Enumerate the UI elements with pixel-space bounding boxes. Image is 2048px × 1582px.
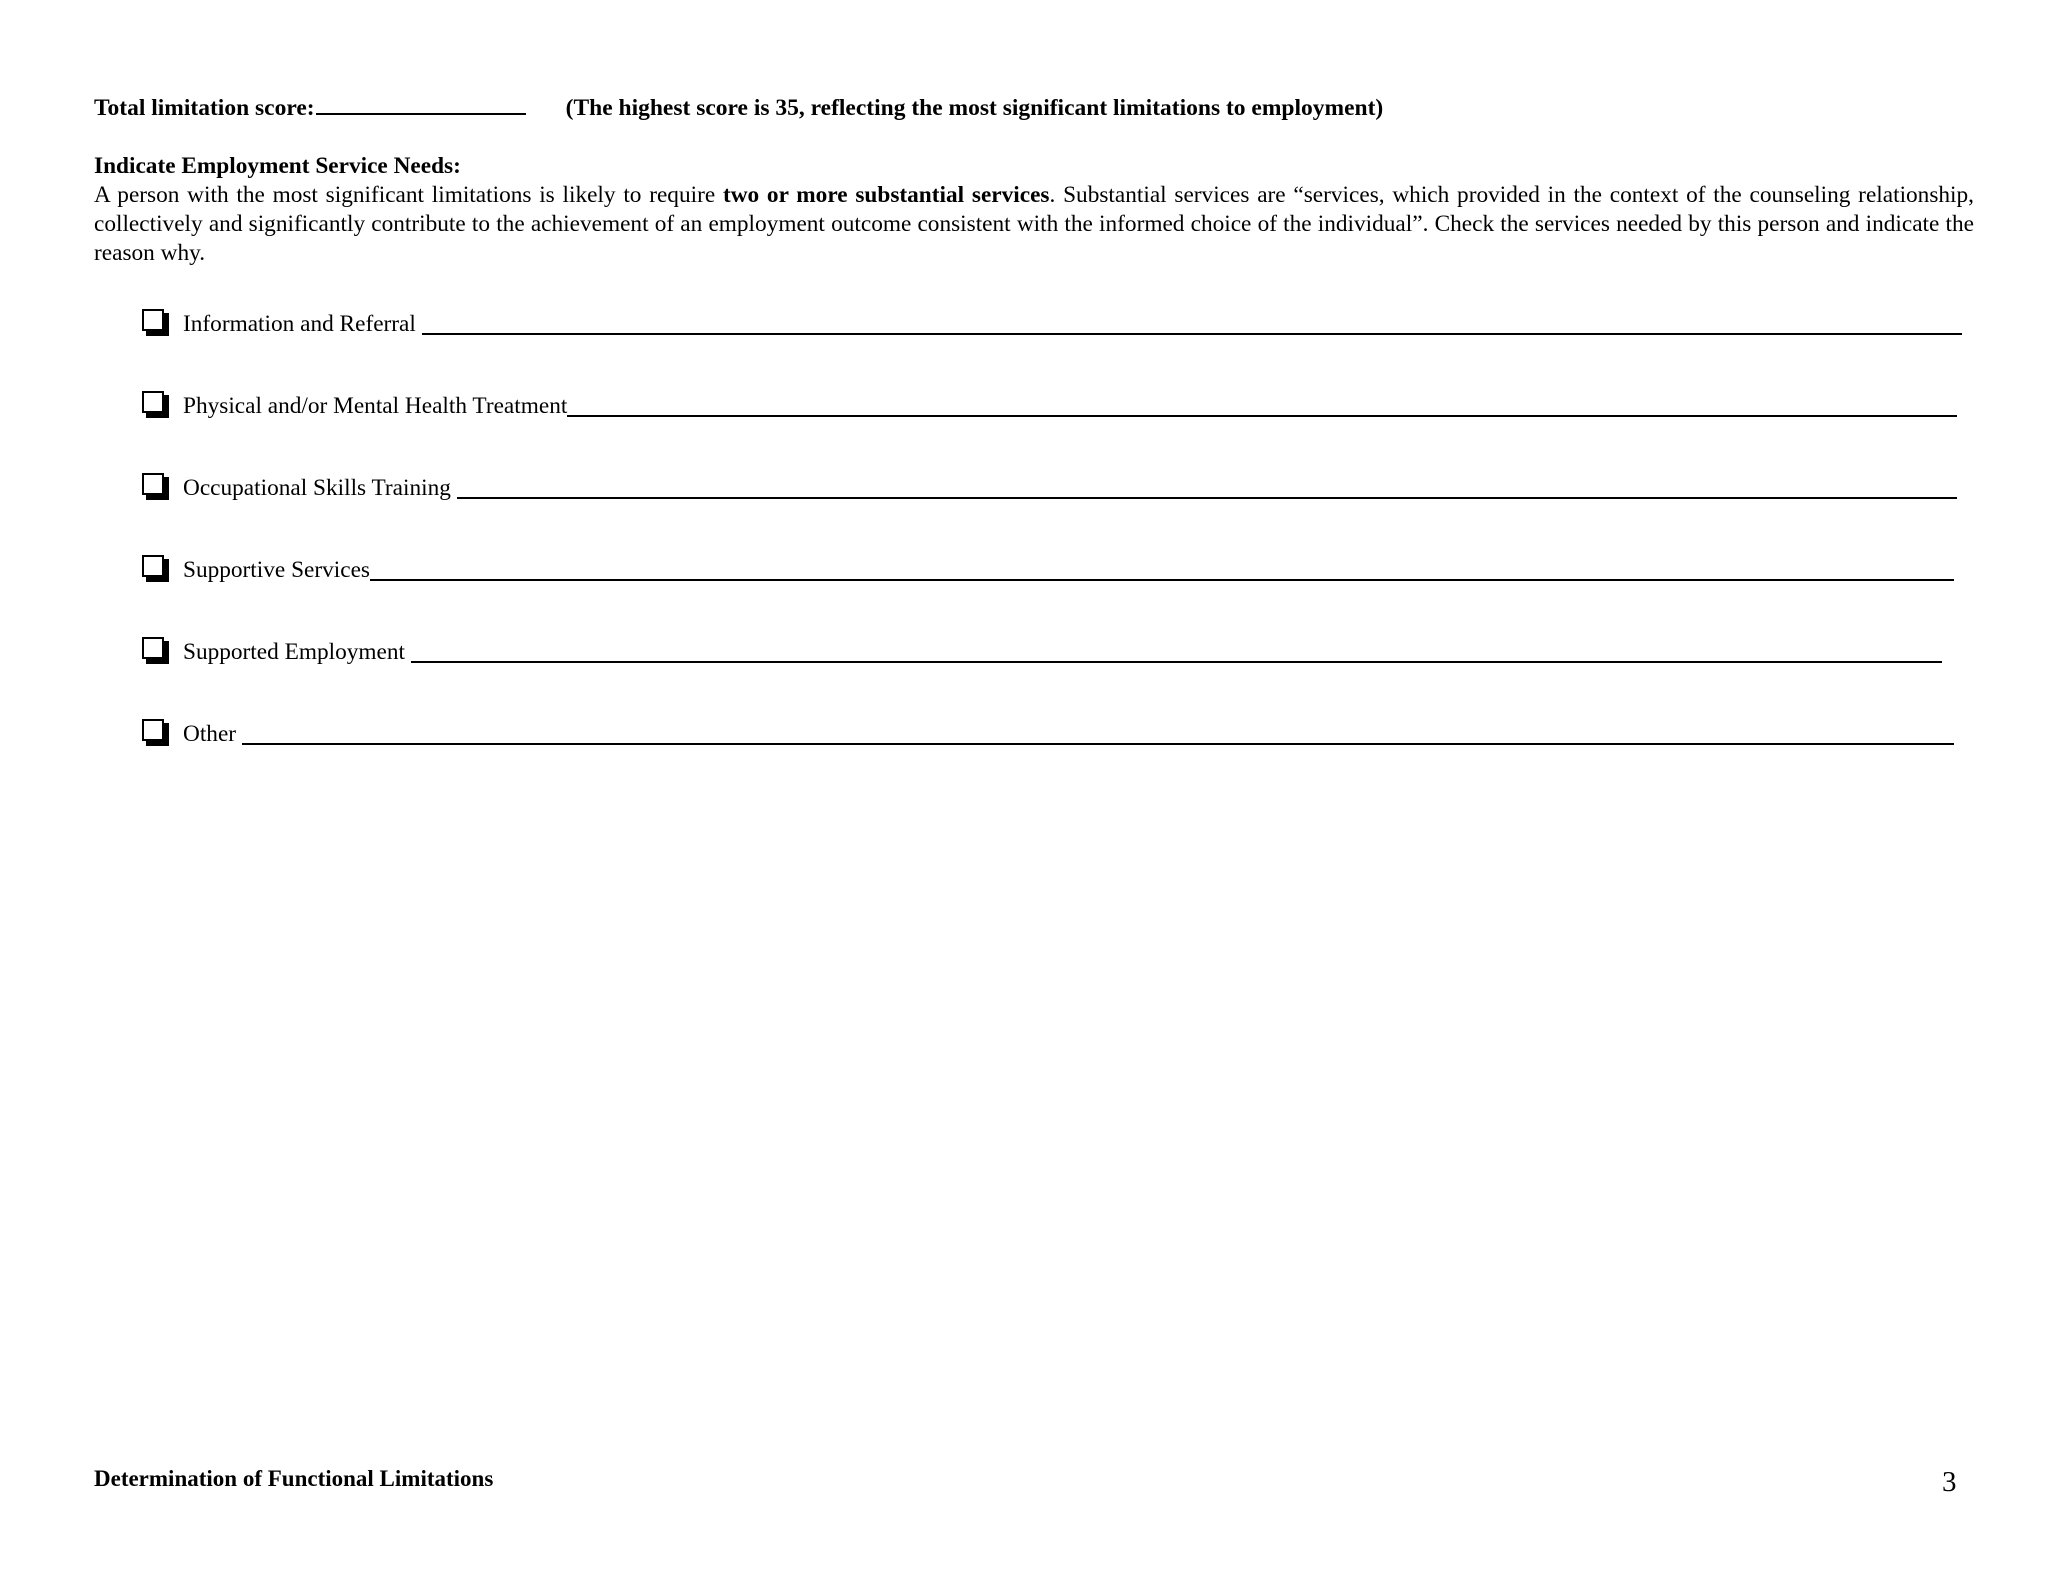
- service-label: Supported Employment: [183, 639, 405, 665]
- service-item-health-treatment: [142, 386, 1957, 426]
- footer-title: Determination of Functional Limitations: [94, 1466, 494, 1491]
- service-label: Information and Referral: [183, 311, 416, 337]
- reason-field[interactable]: [370, 579, 1954, 581]
- reason-field[interactable]: [242, 743, 1954, 745]
- total-score-field[interactable]: [316, 91, 526, 115]
- service-needs-instructions: [94, 181, 1974, 268]
- reason-field[interactable]: [567, 415, 1957, 417]
- service-item-other: [142, 714, 1954, 754]
- service-label: Other: [183, 721, 237, 747]
- reason-field[interactable]: [422, 333, 1962, 335]
- total-score-label: Total limitation score:: [94, 95, 315, 121]
- checkbox[interactable]: [142, 555, 169, 582]
- service-needs-heading: Indicate Employment Service Needs:: [94, 153, 461, 179]
- checkbox[interactable]: [142, 719, 169, 746]
- reason-field[interactable]: [457, 497, 1957, 499]
- service-item-information-referral: [142, 304, 1962, 344]
- total-score-note: (The highest score is 35, reflecting the most significant limitations to employment): [565, 95, 1384, 121]
- instructions-text-end: . Substantial services are “services, which provided in the context of the counseling relationship, collectively and significantly contribute to the achievement of an employment outcome consistent with the informed choice of the individual”. Check the services needed by this person and indicate the reason why.: [94, 182, 1974, 266]
- checkbox[interactable]: [142, 473, 169, 500]
- service-item-occupational-training: [142, 468, 1957, 508]
- checkbox[interactable]: [142, 637, 169, 664]
- page-number: 3: [1942, 1466, 1957, 1498]
- service-item-supportive-services: [142, 550, 1954, 590]
- service-item-supported-employment: [142, 632, 1942, 672]
- service-label: Physical and/or Mental Health Treatment: [183, 393, 568, 419]
- service-label: Occupational Skills Training: [183, 475, 451, 501]
- checkbox[interactable]: [142, 309, 169, 336]
- instructions-text-emphasis: two or more substantial services: [722, 182, 1050, 208]
- service-label: Supportive Services: [183, 557, 370, 583]
- instructions-text-start: A person with the most significant limitations is likely to require: [94, 182, 723, 208]
- total-score-line: [94, 91, 1383, 122]
- reason-field[interactable]: [411, 661, 1942, 663]
- checkbox[interactable]: [142, 391, 169, 418]
- service-needs-section: [94, 152, 1974, 268]
